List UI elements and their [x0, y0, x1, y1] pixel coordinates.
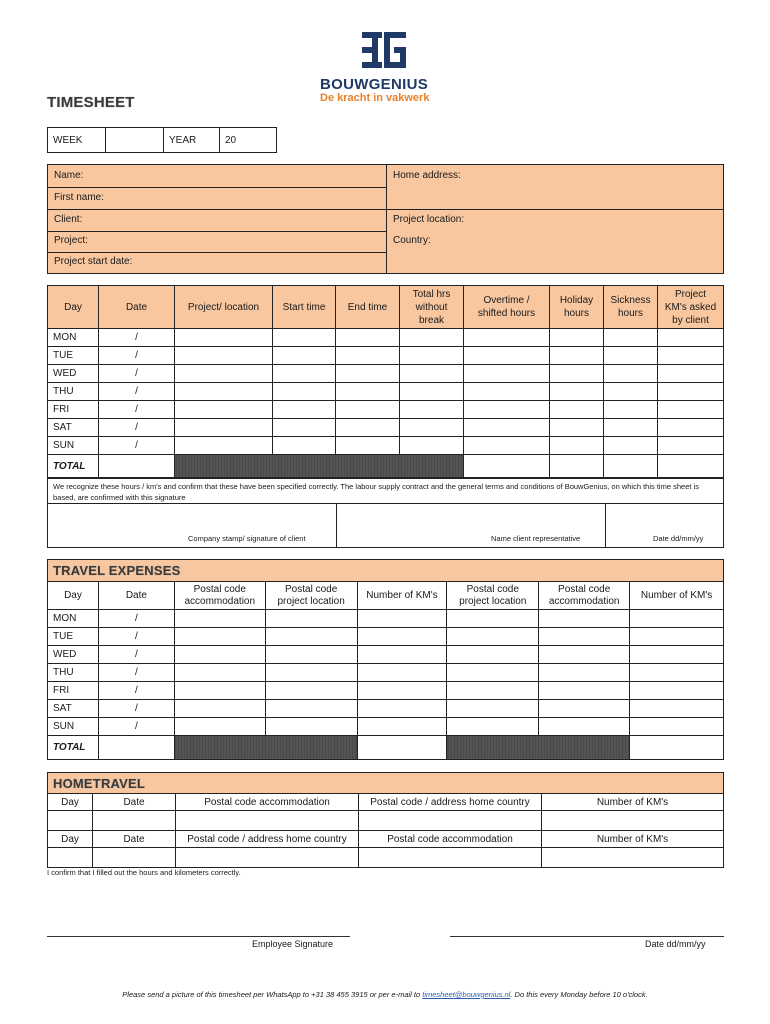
- travel-expenses-table: [47, 559, 724, 760]
- travel-date-field[interactable]: /: [98, 700, 174, 718]
- hours-cell[interactable]: [273, 347, 336, 365]
- total-cell[interactable]: [658, 455, 724, 479]
- hometravel-cell[interactable]: [93, 848, 176, 868]
- employee-date-line[interactable]: [450, 936, 724, 937]
- travel-cell[interactable]: [539, 718, 630, 736]
- hometravel-cell[interactable]: [176, 811, 359, 831]
- hours-cell[interactable]: [400, 437, 464, 455]
- employee-signature-line[interactable]: [47, 936, 350, 937]
- hours-header-cell: Start time: [273, 286, 336, 329]
- hours-header-cell: Sickness hours: [604, 286, 658, 329]
- client-date-field[interactable]: Date dd/mm/yy: [653, 534, 704, 543]
- hours-cell[interactable]: [336, 419, 400, 437]
- home-address-field[interactable]: Home address:: [393, 170, 461, 181]
- hours-cell[interactable]: [658, 383, 724, 401]
- hours-cell[interactable]: [336, 329, 400, 347]
- travel-cell[interactable]: [539, 682, 630, 700]
- travel-cell[interactable]: [357, 664, 447, 682]
- hours-header-cell: Total hrs without break: [400, 286, 464, 329]
- hours-header-cell: Holiday hours: [550, 286, 604, 329]
- hours-cell[interactable]: [273, 365, 336, 383]
- confirmation-text: We recognize these hours / km's and confirm that these have been specified correctly. The labour supply contract and the general terms and conditions of BouwGenius, on which this time sheet is based, are confirmed with this signature: [53, 482, 699, 502]
- travel-header-cell: Postal code accommodation: [539, 582, 630, 610]
- travel-cell[interactable]: [357, 718, 447, 736]
- project-location-field[interactable]: Project location:: [393, 214, 465, 225]
- hours-cell[interactable]: [658, 437, 724, 455]
- travel-cell[interactable]: [630, 664, 724, 682]
- travel-cell[interactable]: [447, 700, 539, 718]
- travel-header-cell: Postal code project location: [265, 582, 357, 610]
- travel-day-label: WED: [48, 646, 99, 664]
- hometravel-day-header: Day: [48, 831, 93, 848]
- hometravel-col4-header: Postal code / address home country: [359, 794, 542, 811]
- day-label: MON: [48, 329, 99, 347]
- hometravel-date-header: Date: [93, 831, 176, 848]
- hometravel-cell[interactable]: [542, 848, 724, 868]
- project-field[interactable]: Project:: [54, 235, 88, 246]
- travel-total-cell[interactable]: [630, 736, 724, 760]
- hours-cell[interactable]: [550, 437, 604, 455]
- hours-cell[interactable]: [604, 419, 658, 437]
- travel-cell[interactable]: [357, 646, 447, 664]
- project-start-date-field[interactable]: Project start date:: [54, 256, 133, 267]
- travel-total-shaded-cell: [174, 736, 357, 760]
- hometravel-col3-header: Postal code / address home country: [176, 831, 359, 848]
- hours-cell[interactable]: [175, 401, 273, 419]
- hours-cell[interactable]: [464, 401, 550, 419]
- hours-cell[interactable]: [175, 383, 273, 401]
- date-field[interactable]: /: [99, 401, 175, 419]
- week-field[interactable]: [106, 128, 164, 153]
- travel-cell[interactable]: [447, 664, 539, 682]
- hours-cell[interactable]: [464, 437, 550, 455]
- date-field[interactable]: /: [99, 383, 175, 401]
- hours-cell[interactable]: [175, 437, 273, 455]
- hours-cell[interactable]: [604, 329, 658, 347]
- week-label: WEEK: [48, 128, 106, 153]
- hours-header-cell: End time: [336, 286, 400, 329]
- date-field[interactable]: /: [99, 329, 175, 347]
- hours-cell[interactable]: [400, 401, 464, 419]
- day-label: TUE: [48, 347, 99, 365]
- hours-cell[interactable]: [273, 437, 336, 455]
- first-name-field[interactable]: First name:: [54, 192, 105, 203]
- hours-cell[interactable]: [273, 401, 336, 419]
- travel-day-label: SAT: [48, 700, 99, 718]
- travel-cell[interactable]: [630, 610, 724, 628]
- hours-header-cell: Project KM's asked by client: [658, 286, 724, 329]
- hours-cell[interactable]: [464, 329, 550, 347]
- travel-cell[interactable]: [539, 646, 630, 664]
- hours-cell[interactable]: [175, 365, 273, 383]
- hours-row: [48, 347, 724, 365]
- hours-row: [48, 419, 724, 437]
- hours-cell[interactable]: [336, 365, 400, 383]
- travel-cell[interactable]: [357, 682, 447, 700]
- total-cell: [99, 455, 175, 479]
- travel-cell[interactable]: [265, 700, 357, 718]
- brand-tagline: De kracht in vakwerk: [320, 92, 430, 104]
- client-confirmation-box: [47, 477, 724, 548]
- travel-cell[interactable]: [265, 718, 357, 736]
- hometravel-col4-header: Postal code accommodation: [359, 831, 542, 848]
- travel-cell[interactable]: [265, 610, 357, 628]
- hours-cell[interactable]: [550, 365, 604, 383]
- travel-cell[interactable]: [630, 628, 724, 646]
- email-link[interactable]: timesheet@bouwgenius.nl: [422, 990, 511, 999]
- travel-header-cell: Number of KM's: [630, 582, 724, 610]
- travel-cell[interactable]: [357, 610, 447, 628]
- hours-cell[interactable]: [336, 437, 400, 455]
- travel-cell[interactable]: [539, 628, 630, 646]
- hours-cell[interactable]: [464, 365, 550, 383]
- hometravel-day-header: Day: [48, 794, 93, 811]
- hometravel-cell[interactable]: [48, 848, 93, 868]
- date-field[interactable]: /: [99, 437, 175, 455]
- travel-cell[interactable]: [447, 682, 539, 700]
- hours-cell[interactable]: [604, 401, 658, 419]
- year-field[interactable]: 20: [220, 128, 277, 153]
- date-field[interactable]: /: [99, 419, 175, 437]
- travel-cell[interactable]: [265, 664, 357, 682]
- day-label: SAT: [48, 419, 99, 437]
- hometravel-title: HOMETRAVEL: [48, 773, 724, 794]
- total-cell[interactable]: [604, 455, 658, 479]
- footer-note-text: Please send a picture of this timesheet per WhatsApp to +31 38 455 3915 or per e-mail to: [122, 990, 423, 999]
- travel-header-cell: Postal code accommodation: [174, 582, 265, 610]
- hours-row: [48, 383, 724, 401]
- travel-cell[interactable]: [539, 610, 630, 628]
- week-year-table: [47, 127, 277, 153]
- hours-cell[interactable]: [658, 347, 724, 365]
- hometravel-col3-header: Postal code accommodation: [176, 794, 359, 811]
- hometravel-km-header: Number of KM's: [542, 794, 724, 811]
- hours-cell[interactable]: [336, 347, 400, 365]
- client-field[interactable]: Client:: [54, 214, 83, 225]
- travel-day-label: TUE: [48, 628, 99, 646]
- hours-cell[interactable]: [464, 347, 550, 365]
- travel-total-shaded-cell: [447, 736, 630, 760]
- travel-date-field[interactable]: /: [98, 646, 174, 664]
- hours-cell[interactable]: [464, 383, 550, 401]
- hometravel-km-header: Number of KM's: [542, 831, 724, 848]
- travel-day-label: FRI: [48, 682, 99, 700]
- employee-signature-label: Employee Signature: [252, 939, 334, 949]
- travel-date-field[interactable]: /: [98, 664, 174, 682]
- hours-cell[interactable]: [604, 383, 658, 401]
- hours-cell[interactable]: [273, 329, 336, 347]
- hometravel-cell[interactable]: [48, 811, 93, 831]
- hours-row: [48, 437, 724, 455]
- hours-cell[interactable]: [464, 419, 550, 437]
- travel-cell[interactable]: [447, 646, 539, 664]
- hours-cell[interactable]: [400, 347, 464, 365]
- travel-cell[interactable]: [630, 682, 724, 700]
- travel-cell[interactable]: [357, 700, 447, 718]
- hours-cell[interactable]: [658, 401, 724, 419]
- hours-cell[interactable]: [400, 329, 464, 347]
- hours-cell[interactable]: [658, 419, 724, 437]
- client-representative-field[interactable]: Name client representative: [491, 534, 581, 543]
- hours-cell[interactable]: [550, 383, 604, 401]
- day-label: WED: [48, 365, 99, 383]
- travel-cell[interactable]: [174, 646, 265, 664]
- hometravel-cell[interactable]: [359, 811, 542, 831]
- hours-cell[interactable]: [604, 347, 658, 365]
- day-label: FRI: [48, 401, 99, 419]
- date-field[interactable]: /: [99, 347, 175, 365]
- travel-total-cell[interactable]: [98, 736, 174, 760]
- hours-cell[interactable]: [550, 329, 604, 347]
- bouwgenius-logo-icon: [318, 30, 453, 74]
- travel-cell[interactable]: [174, 700, 265, 718]
- travel-day-label: SUN: [48, 718, 99, 736]
- travel-cell[interactable]: [539, 700, 630, 718]
- hours-cell[interactable]: [273, 383, 336, 401]
- travel-cell[interactable]: [174, 610, 265, 628]
- hours-cell[interactable]: [175, 329, 273, 347]
- hometravel-cell[interactable]: [176, 848, 359, 868]
- personal-info-box: [47, 164, 724, 274]
- hometravel-cell[interactable]: [93, 811, 176, 831]
- total-shaded-cell: [175, 455, 464, 479]
- footer-note-end: . Do this every Monday before 10 o'clock.: [510, 990, 648, 999]
- hours-cell[interactable]: [400, 383, 464, 401]
- travel-cell[interactable]: [447, 628, 539, 646]
- hours-cell[interactable]: [175, 419, 273, 437]
- page-title: TIMESHEET: [47, 94, 135, 111]
- hours-cell[interactable]: [273, 419, 336, 437]
- hours-cell[interactable]: [658, 365, 724, 383]
- travel-cell[interactable]: [174, 628, 265, 646]
- date-field[interactable]: /: [99, 365, 175, 383]
- brand-name: BOUWGENIUS: [320, 76, 428, 93]
- hours-cell[interactable]: [400, 365, 464, 383]
- hometravel-cell[interactable]: [542, 811, 724, 831]
- travel-cell[interactable]: [265, 628, 357, 646]
- day-label: SUN: [48, 437, 99, 455]
- travel-total-cell[interactable]: [357, 736, 447, 760]
- country-field[interactable]: Country:: [393, 235, 431, 246]
- hours-cell[interactable]: [400, 419, 464, 437]
- travel-cell[interactable]: [357, 628, 447, 646]
- hours-cell[interactable]: [336, 401, 400, 419]
- travel-cell[interactable]: [174, 664, 265, 682]
- travel-cell[interactable]: [630, 718, 724, 736]
- travel-cell[interactable]: [265, 682, 357, 700]
- hours-table: [47, 285, 724, 479]
- hours-header-cell: Overtime / shifted hours: [464, 286, 550, 329]
- travel-day-label: MON: [48, 610, 99, 628]
- travel-cell[interactable]: [447, 718, 539, 736]
- travel-cell[interactable]: [630, 646, 724, 664]
- hours-cell[interactable]: [658, 329, 724, 347]
- year-label: YEAR: [164, 128, 220, 153]
- day-label: THU: [48, 383, 99, 401]
- hours-row: [48, 365, 724, 383]
- brand-logo: [318, 30, 453, 110]
- hours-header-cell: Project/ location: [175, 286, 273, 329]
- travel-date-field[interactable]: /: [98, 628, 174, 646]
- hours-header-cell: Day: [48, 286, 99, 329]
- hours-cell[interactable]: [550, 401, 604, 419]
- travel-day-label: THU: [48, 664, 99, 682]
- travel-cell[interactable]: [539, 664, 630, 682]
- travel-cell[interactable]: [447, 610, 539, 628]
- travel-date-field[interactable]: /: [98, 610, 174, 628]
- hometravel-cell[interactable]: [359, 848, 542, 868]
- hours-cell[interactable]: [550, 419, 604, 437]
- footer-note: [0, 990, 770, 999]
- travel-cell[interactable]: [265, 646, 357, 664]
- total-cell[interactable]: [550, 455, 604, 479]
- hours-row: [48, 401, 724, 419]
- hours-row: [48, 329, 724, 347]
- hours-cell[interactable]: [604, 437, 658, 455]
- hometravel-date-header: Date: [93, 794, 176, 811]
- travel-expenses-title: TRAVEL EXPENSES: [48, 560, 724, 582]
- travel-header-cell: Day: [48, 582, 99, 610]
- hours-cell[interactable]: [336, 383, 400, 401]
- travel-cell[interactable]: [630, 700, 724, 718]
- name-field[interactable]: Name:: [54, 170, 84, 181]
- employee-date-label: Date dd/mm/yy: [645, 939, 706, 949]
- client-signature-field[interactable]: Company stamp/ signature of client: [188, 534, 306, 543]
- hours-cell[interactable]: [175, 347, 273, 365]
- travel-date-field[interactable]: /: [98, 682, 174, 700]
- total-label: TOTAL: [48, 455, 99, 479]
- employee-confirmation-text: I confirm that I filled out the hours and kilometers correctly.: [47, 868, 241, 877]
- hours-header-cell: Date: [99, 286, 175, 329]
- travel-date-field[interactable]: /: [98, 718, 174, 736]
- travel-cell[interactable]: [174, 682, 265, 700]
- travel-cell[interactable]: [174, 718, 265, 736]
- travel-header-cell: Postal code project location: [447, 582, 539, 610]
- travel-header-cell: Number of KM's: [357, 582, 447, 610]
- hours-cell[interactable]: [550, 347, 604, 365]
- travel-total-label: TOTAL: [48, 736, 99, 760]
- travel-header-cell: Date: [98, 582, 174, 610]
- hometravel-table: [47, 772, 724, 868]
- total-cell[interactable]: [464, 455, 550, 479]
- hours-cell[interactable]: [604, 365, 658, 383]
